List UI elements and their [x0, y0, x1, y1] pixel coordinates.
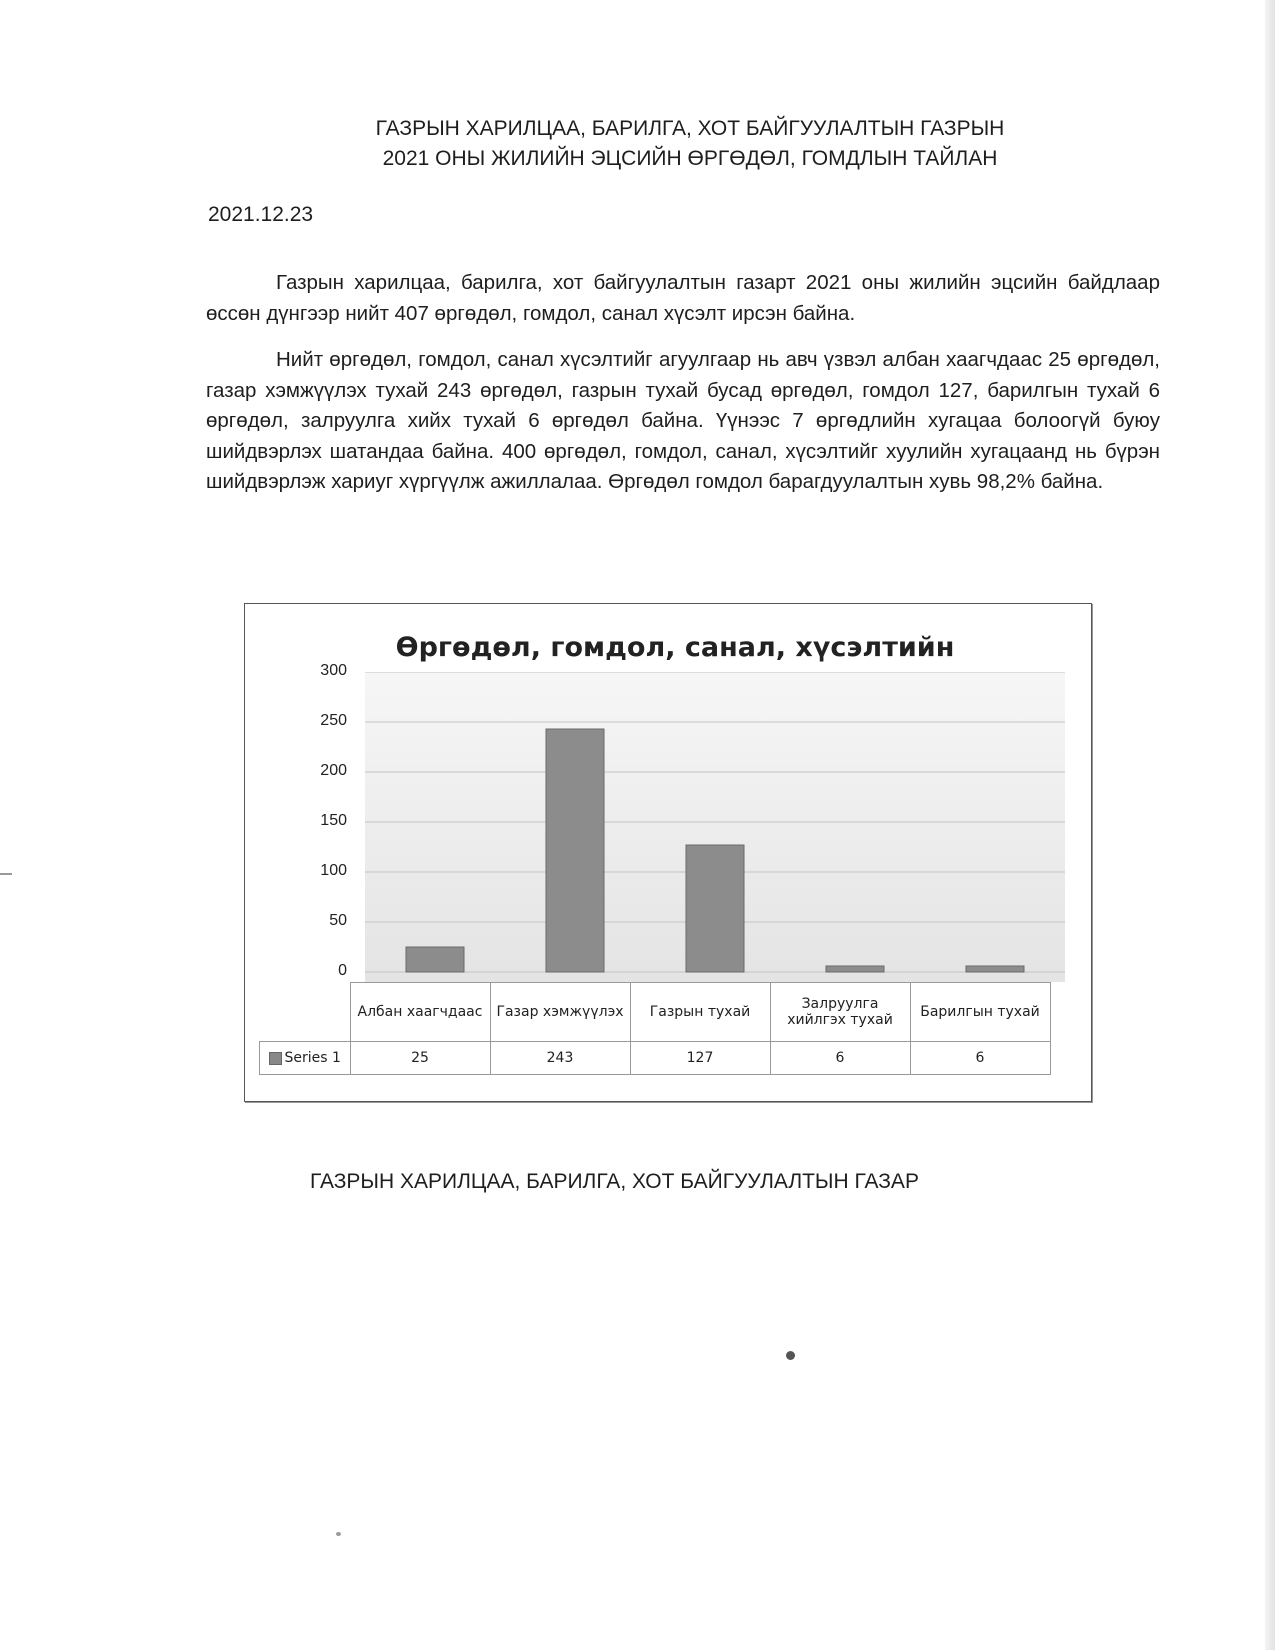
table-corner	[260, 983, 351, 1042]
y-tick-label: 150	[320, 812, 347, 829]
data-label: 6	[910, 1042, 1050, 1075]
chart-title: Өргөдөл, гомдол, санал, хүсэлтийн	[395, 632, 955, 663]
report-heading-line-2: 2021 ОНЫ ЖИЛИЙН ЭЦСИЙН ӨРГӨДӨЛ, ГОМДЛЫН ТАЙЛАН	[382, 147, 998, 170]
scan-margin-mark	[0, 873, 12, 875]
plot-area	[365, 672, 1065, 982]
category-label: Газрын тухай	[630, 983, 770, 1042]
chart-svg	[365, 672, 1065, 982]
legend-label: Series 1	[284, 1050, 341, 1066]
chart-data-table	[259, 982, 1051, 1075]
scan-speck	[336, 1532, 341, 1536]
category-label: Албан хаагчдаас	[350, 983, 490, 1042]
report-date: 2021.12.23	[208, 203, 314, 226]
bar	[546, 729, 604, 972]
y-tick-label: 100	[320, 862, 347, 879]
y-tick-label: 300	[320, 662, 347, 679]
bar	[826, 966, 884, 972]
data-label: 6	[770, 1042, 910, 1075]
bar	[966, 966, 1024, 972]
scan-speck	[786, 1351, 795, 1360]
data-label: 243	[490, 1042, 630, 1075]
data-label: 25	[350, 1042, 490, 1075]
y-tick-label: 200	[320, 762, 347, 779]
category-label: Газар хэмжүүлэх	[490, 983, 630, 1042]
legend-entry	[260, 1042, 351, 1075]
data-label: 127	[630, 1042, 770, 1075]
legend-swatch	[269, 1052, 282, 1065]
scan-page-edge	[1265, 0, 1275, 1650]
y-tick-label: 50	[329, 912, 347, 929]
y-tick-label: 250	[320, 712, 347, 729]
report-heading-line-1: ГАЗРЫН ХАРИЛЦАА, БАРИЛГА, ХОТ БАЙГУУЛАЛТЫН ГАЗРЫН	[375, 117, 1005, 140]
y-tick-label: 0	[338, 962, 347, 979]
body-paragraph-2: Нийт өргөдөл, гомдол, санал хүсэлтийг агуулгаар нь авч үзвэл албан хаагчдаас 25 өргөдөл, газар хэмжүүлэх тухай 243 өргөдөл, газрын тухай бусад өргөдөл, гомдол 127, барилгын тухай 6 өргөдөл, залруулга хийх тухай 6 өргөдөл байна. Үүнээс 7 өргөдлийн хугацаа болоогүй буюу шийдвэрлэх шатандаа байна. 400 өргөдөл, гомдол, санал, хүсэлтийг хуулийн хугацаанд нь бүрэн шийдвэрлэж хариуг хүргүүлж ажиллалаа. Өргөдөл гомдол барагдуулалтын хувь 98,2% байна.	[206, 348, 1160, 493]
category-label: Барилгын тухай	[910, 983, 1050, 1042]
footer-organization: ГАЗРЫН ХАРИЛЦАА, БАРИЛГА, ХОТ БАЙГУУЛАЛТЫН ГАЗАР	[310, 1170, 919, 1193]
bar	[406, 947, 464, 972]
bar	[686, 845, 744, 972]
body-paragraph-1: Газрын харилцаа, барилга, хот байгуулалтын газарт 2021 оны жилийн эцсийн байдлаар өссөн дүнгээр нийт 407 өргөдөл, гомдол, санал хүсэлт ирсэн байна.	[206, 271, 1160, 325]
bar-chart	[244, 603, 1092, 1102]
category-label: Залруулга хийлгэх тухай	[770, 983, 910, 1042]
